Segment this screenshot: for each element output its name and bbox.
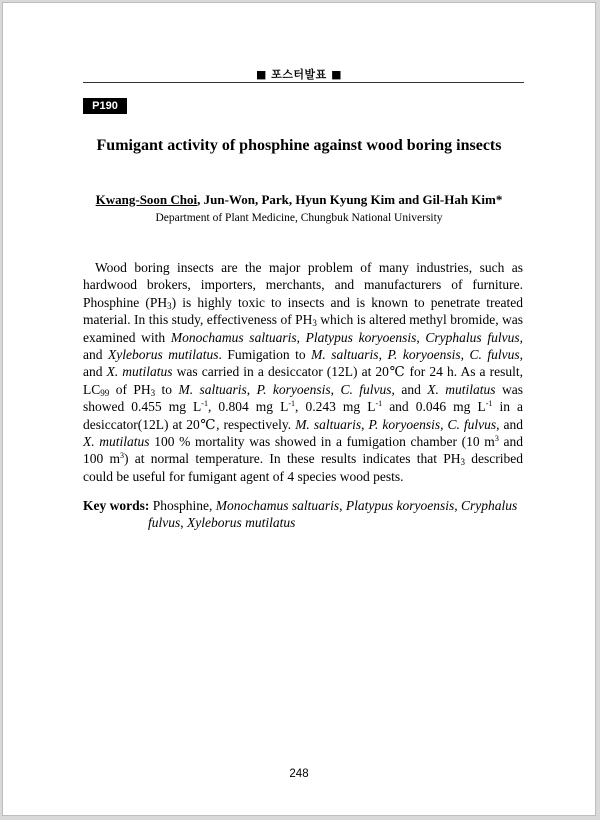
section-header: ■ 포스터발표 ■ — [255, 68, 343, 81]
paper-title: Fumigant activity of phosphine against wood boring insects — [96, 137, 502, 154]
page-number: 248 — [289, 768, 309, 780]
keywords: Key words: Phosphine, Monochamus saltuaris, Platypus koryoensis, Cryphalus fulvus, Xyleborus mutilatus — [83, 498, 518, 531]
presenting-author: Kwang-Soon Choi — [95, 192, 198, 207]
author-list — [3, 192, 595, 208]
keywords-label: Key words: — [83, 498, 150, 513]
document-page — [2, 2, 596, 816]
poster-code-badge: P190 — [83, 98, 127, 114]
header-divider — [83, 82, 524, 83]
affiliation: Department of Plant Medicine, Chungbuk National University — [155, 212, 443, 224]
co-authors: , Jun-Won, Park, Hyun Kyung Kim and Gil-Hah Kim* — [197, 192, 503, 207]
abstract-body: Wood boring insects are the major problem of many industries, such as hardwood brokers, importers, merchants, and manufacturers of furniture. Phosphine $(PH_3)$ is highly toxic to insects and is known to penetrate treated material. In this study, effectiveness of $PH_3$ which is altered methyl bromide, was examined with Monochamus saltuaris, Platypus koryoensis, Cryphalus fulvus, and Xyleborus mutilatus. Fumigation to M. saltuaris, P. koryoensis, C. fulvus, and X. mutilatus was carried in a desiccator (12L) at 20℃ for 24 h. As a result, $LC_{99}$ of $PH_3$ to M. saltuaris, P. koryoensis, C. fulvus, and X. mutilatus was showed 0.455 mg $L^{-1}$, 0.804 mg $L^{-1}$, 0.243 mg $L^{-1}$ and 0.046 mg $L^{-1}$ in a desiccator(12L) at 20℃, respectively. M. saltuaris, P. koryoensis, C. fulvus, and X. mutilatus 100 % mortality was showed in a fumigation chamber (10 $m^3$ and 100 $m^3$) at normal temperature. In these results indicates that $PH_3$ described could be useful for fumigant agent of 4 species wood pests. — [83, 260, 524, 484]
